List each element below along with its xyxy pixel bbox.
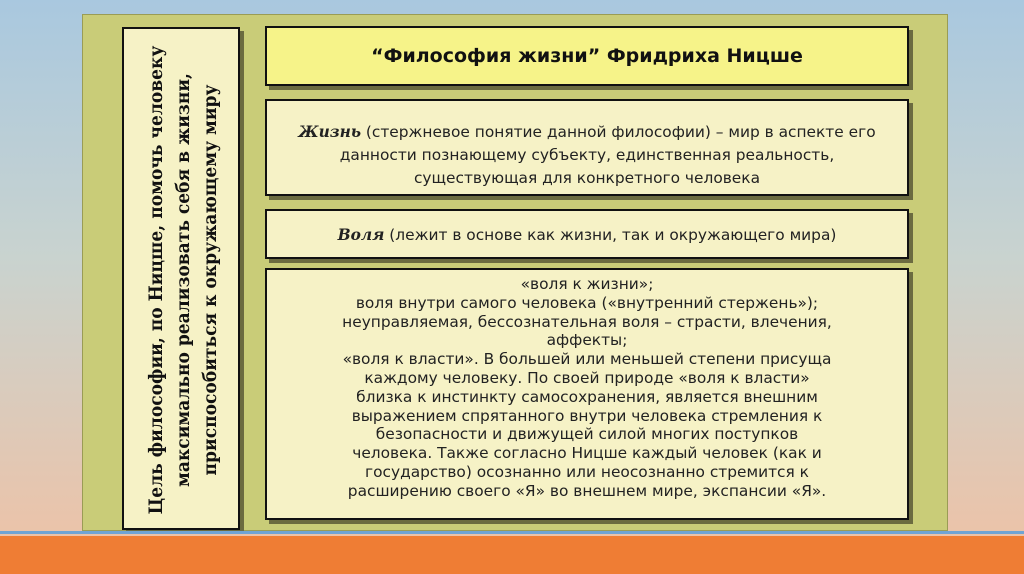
will-types-line: близка к инстинкту самосохранения, является внешним (356, 387, 818, 406)
slide-title: “Философия жизни” Фридриха Ницше (371, 45, 803, 67)
life-definition: (стержневое понятие данной философии) – мир в аспекте его данности познающему субъекту, единственная реальность, существующая для конкретного человека (339, 123, 876, 187)
goal-box (122, 27, 240, 530)
will-types-line: безопасности и движущей силой многих поступков (375, 425, 799, 444)
will-types-line: государство) осознанно или неосознанно стремится к (365, 462, 809, 481)
will-term: Воля (337, 226, 385, 244)
will-types-line: воля внутри самого человека («внутренний стержень»); (355, 293, 819, 312)
will-types-line: «воля к власти». В большей или меньшей степени присуща (342, 350, 832, 369)
life-term: Жизнь (298, 123, 361, 141)
will-types-line: аффекты; (546, 331, 628, 350)
bottom-band (0, 536, 1024, 574)
will-types-line: расширению своего «Я» во внешнем мире, экспансии «Я». (347, 481, 827, 500)
will-box (265, 209, 909, 259)
will-types-text (275, 275, 899, 501)
will-types-line: каждому человеку. По своей природе «воля к власти» (364, 368, 810, 387)
bottom-divider (0, 531, 1024, 534)
will-types-box (265, 268, 909, 520)
will-definition: (лежит в основе как жизни, так и окружающего мира) (384, 226, 837, 244)
will-text (277, 224, 897, 246)
life-text (277, 121, 897, 190)
will-types-line: неуправляемая, бессознательная воля – страсти, влечения, (342, 312, 832, 331)
will-types-line: «воля к жизни»; (520, 275, 654, 293)
goal-text: Цель философии, по Ницше, помочь человеку максимально реализовать себя в жизни, приспособиться к окружающему миру (144, 45, 221, 515)
will-types-line: человека. Также согласно Ницше каждый человек (как и (352, 444, 822, 463)
title-box (265, 26, 909, 86)
will-types-line: выражением спрятанного внутри человека стремления к (351, 406, 823, 425)
life-box (265, 99, 909, 196)
